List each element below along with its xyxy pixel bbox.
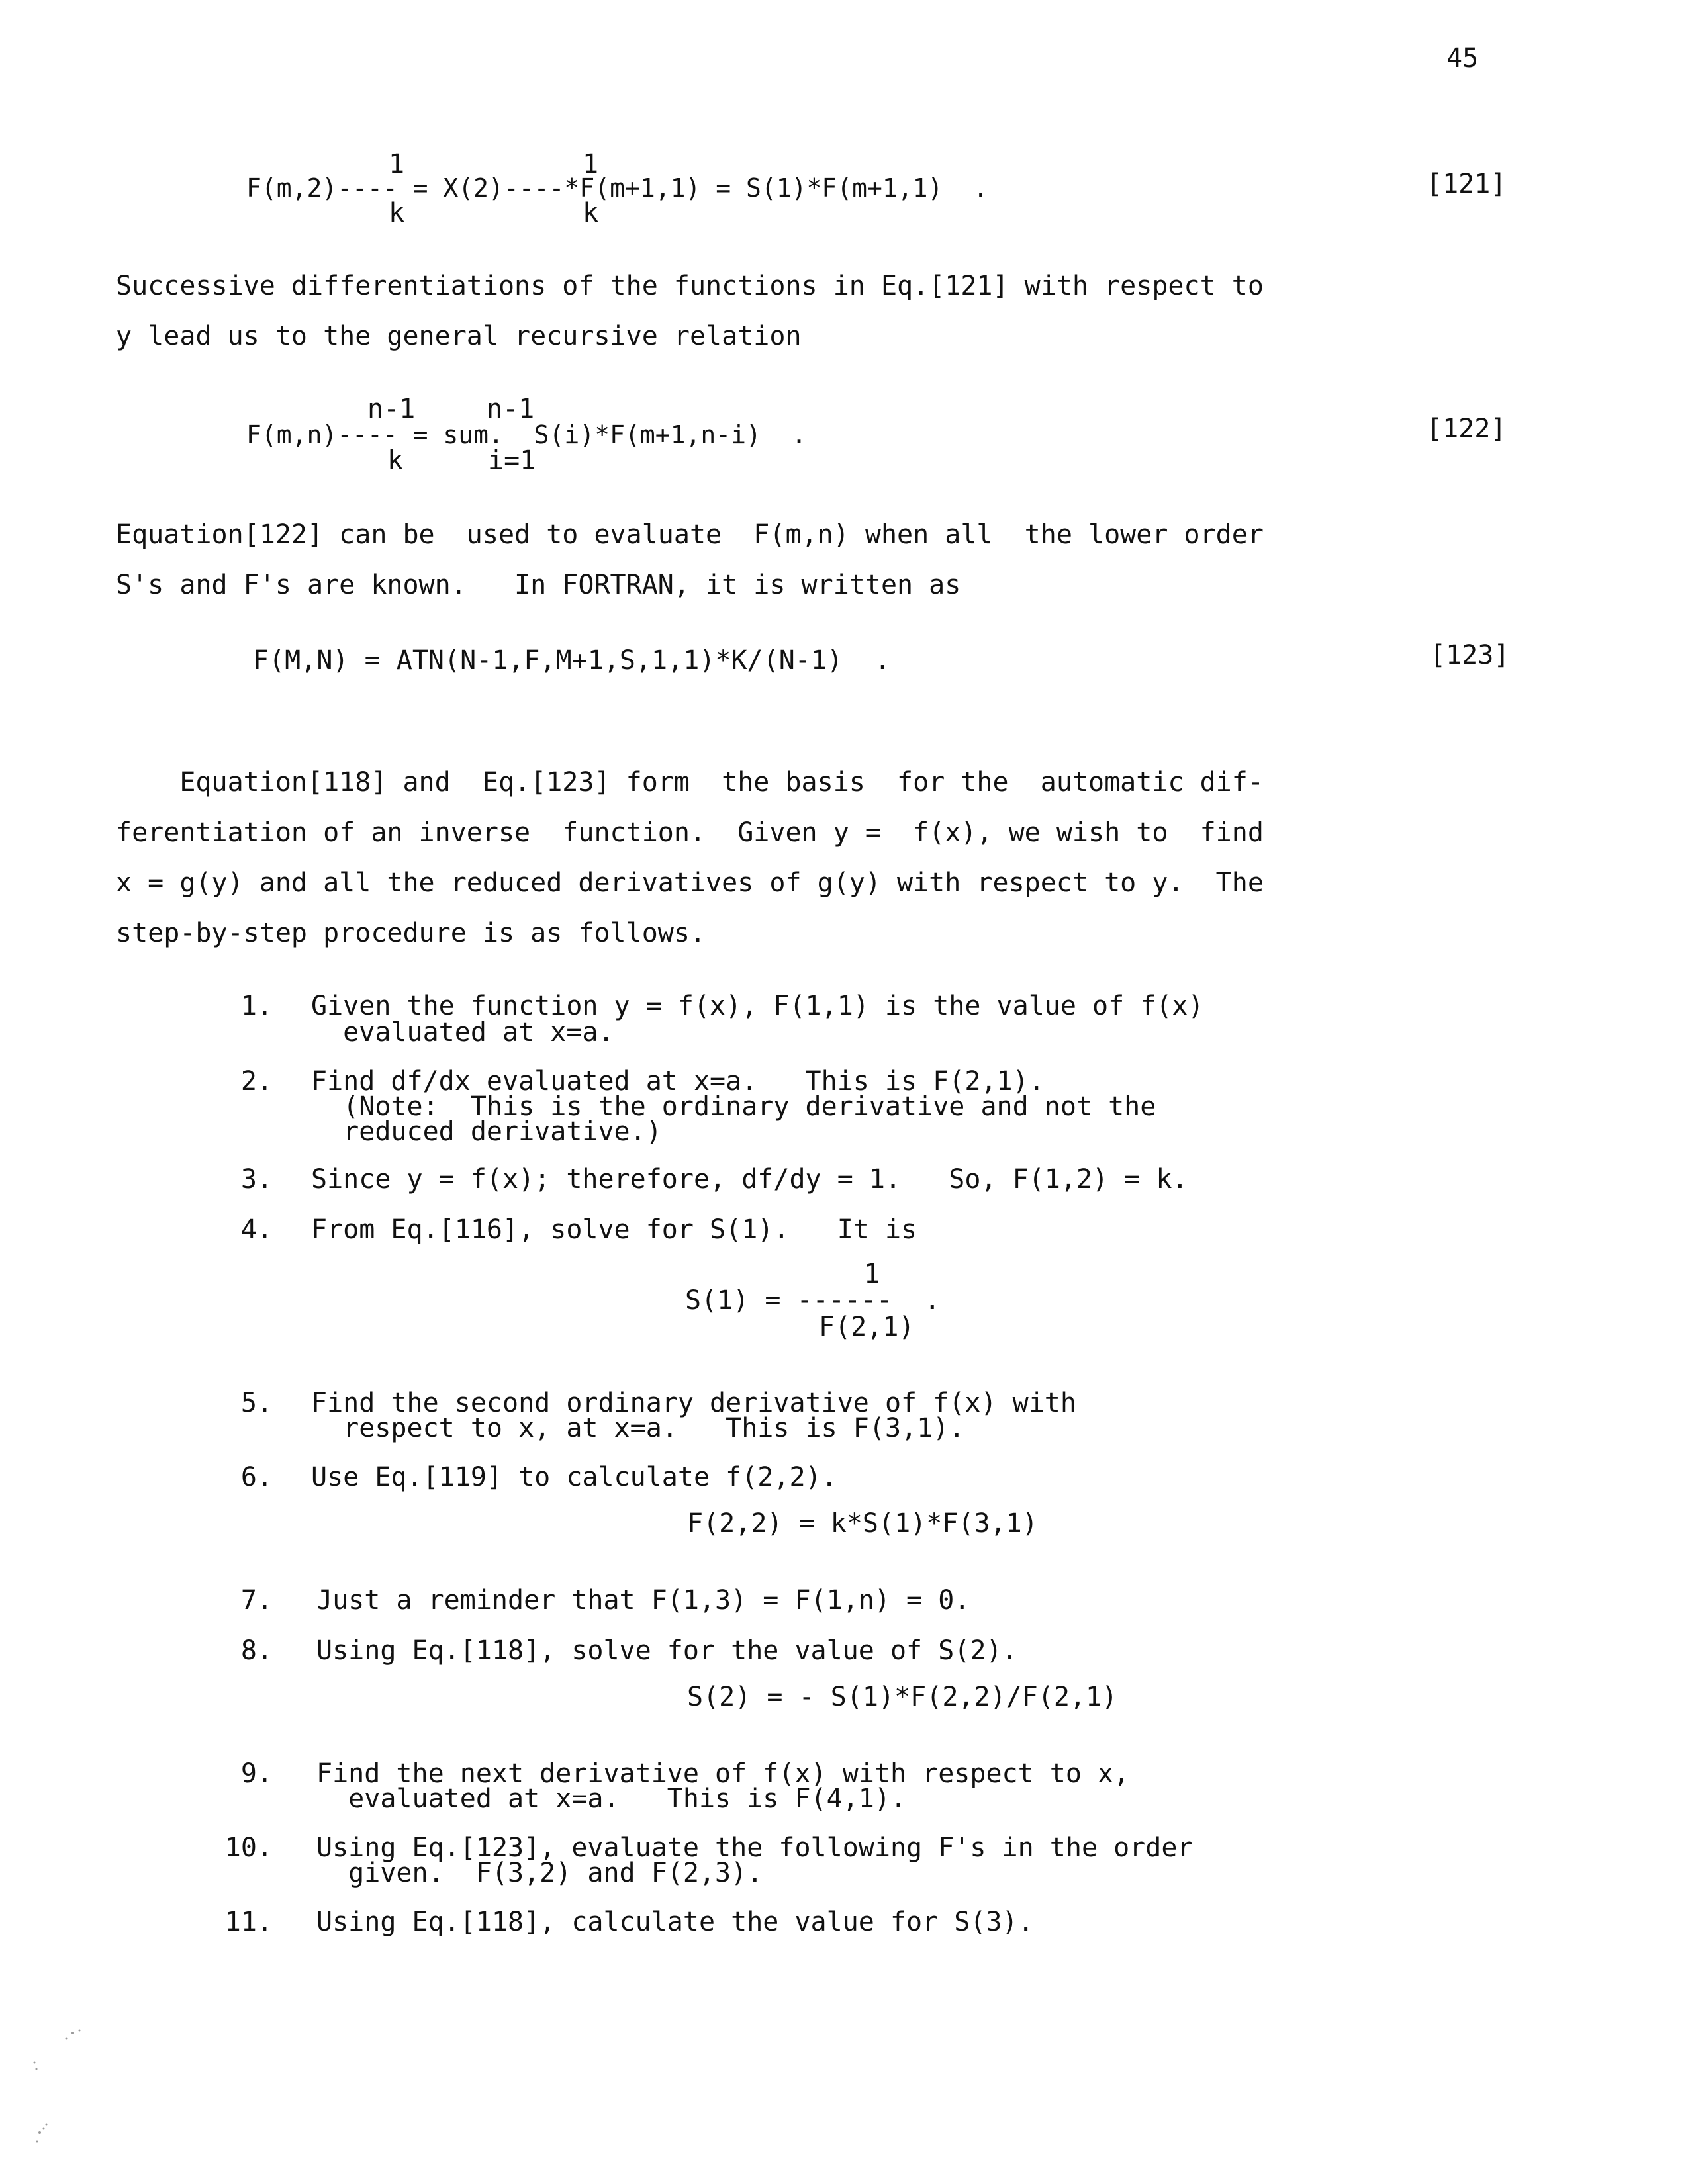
- step-5-number: 5.: [240, 1388, 273, 1418]
- paragraph-3-line-3: x = g(y) and all the reduced derivatives of g(y) with respect to y. The: [116, 868, 1264, 898]
- eq121-main: F(m,2)---- = X(2)----*F(m+1,1) = S(1)*F(m+1,1) .: [246, 173, 989, 203]
- paragraph-3-line-1: Equation[118] and Eq.[123] form the basis for the automatic dif-: [116, 767, 1264, 797]
- step-6-formula: F(2,2) = k*S(1)*F(3,1): [687, 1508, 1038, 1539]
- step-1-number: 1.: [240, 991, 273, 1021]
- step-9-number: 9.: [240, 1758, 273, 1789]
- step-6-line-1: Use Eq.[119] to calculate f(2,2).: [311, 1462, 837, 1492]
- step-5-line-2: respect to x, at x=a. This is F(3,1).: [311, 1413, 965, 1443]
- eq122-bottom-right: i=1: [488, 445, 536, 476]
- eq122-top-left: n-1: [367, 394, 416, 424]
- step-3-line-1: Since y = f(x); therefore, df/dy = 1. So, F(1,2) = k.: [311, 1164, 1188, 1195]
- step-3-number: 3.: [240, 1164, 273, 1195]
- paragraph-2-line-2: S's and F's are known. In FORTRAN, it is written as: [116, 570, 961, 600]
- step-8-number: 8.: [240, 1635, 273, 1666]
- paragraph-1-line-2: y lead us to the general recursive relation: [116, 321, 802, 351]
- paragraph-3-line-2: ferentiation of an inverse function. Given y = f(x), we wish to find: [116, 817, 1264, 848]
- eq122-bottom-left: k: [387, 445, 404, 476]
- step-1-line-1: Given the function y = f(x), F(1,1) is the value of f(x): [311, 991, 1204, 1021]
- step-4-formula-denominator: F(2,1): [819, 1312, 915, 1342]
- paragraph-2-line-1: Equation[122] can be used to evaluate F(m,n) when all the lower order: [116, 520, 1264, 550]
- step-2-line-2: (Note: This is the ordinary derivative and not the: [311, 1091, 1156, 1122]
- step-9-line-2: evaluated at x=a. This is F(4,1).: [316, 1784, 907, 1814]
- step-4-formula-main: S(1) = ------ .: [685, 1285, 941, 1316]
- step-1-line-2: evaluated at x=a.: [311, 1017, 614, 1048]
- step-10-number: 10.: [224, 1833, 273, 1863]
- eq122-tag: [122]: [1427, 414, 1507, 444]
- eq122-main: F(m,n)---- = sum. S(i)*F(m+1,n-i) .: [246, 420, 807, 449]
- step-4-number: 4.: [240, 1214, 273, 1245]
- step-7-number: 7.: [240, 1585, 273, 1615]
- step-6-number: 6.: [240, 1462, 273, 1492]
- step-8-line-1: Using Eq.[118], solve for the value of S(2).: [316, 1635, 1018, 1666]
- eq121-numerator-right: 1: [583, 149, 599, 179]
- step-8-formula: S(2) = - S(1)*F(2,2)/F(2,1): [687, 1682, 1118, 1712]
- paragraph-1-line-1: Successive differentiations of the functions in Eq.[121] with respect to: [116, 271, 1264, 301]
- eq123-tag: [123]: [1430, 640, 1510, 670]
- step-10-line-2: given. F(3,2) and F(2,3).: [316, 1858, 763, 1888]
- scan-specks: [20, 2012, 99, 2171]
- eq121-tag: [121]: [1427, 169, 1507, 199]
- step-4-line-1: From Eq.[116], solve for S(1). It is: [311, 1214, 917, 1245]
- page-number: 45: [1446, 43, 1479, 73]
- step-10-line-1: Using Eq.[123], evaluate the following F's in the order: [316, 1833, 1194, 1863]
- eq123-main: F(M,N) = ATN(N-1,F,M+1,S,1,1)*K/(N-1) .: [253, 645, 891, 676]
- step-2-line-3: reduced derivative.): [311, 1116, 662, 1147]
- step-4-formula-numerator: 1: [864, 1259, 880, 1289]
- step-11-number: 11.: [224, 1907, 273, 1937]
- step-9-line-1: Find the next derivative of f(x) with respect to x,: [316, 1758, 1130, 1789]
- step-7-line-1: Just a reminder that F(1,3) = F(1,n) = 0.: [316, 1585, 970, 1615]
- paragraph-3-line-4: step-by-step procedure is as follows.: [116, 918, 706, 948]
- step-11-line-1: Using Eq.[118], calculate the value for S(3).: [316, 1907, 1034, 1937]
- eq121-numerator-left: 1: [389, 149, 405, 179]
- step-2-line-1: Find df/dx evaluated at x=a. This is F(2,1).: [311, 1066, 1045, 1097]
- eq121-denominator-left: k: [389, 198, 405, 228]
- step-2-number: 2.: [240, 1066, 273, 1097]
- eq122-top-right: n-1: [487, 394, 535, 424]
- eq121-denominator-right: k: [583, 198, 599, 228]
- step-5-line-1: Find the second ordinary derivative of f(x) with: [311, 1388, 1076, 1418]
